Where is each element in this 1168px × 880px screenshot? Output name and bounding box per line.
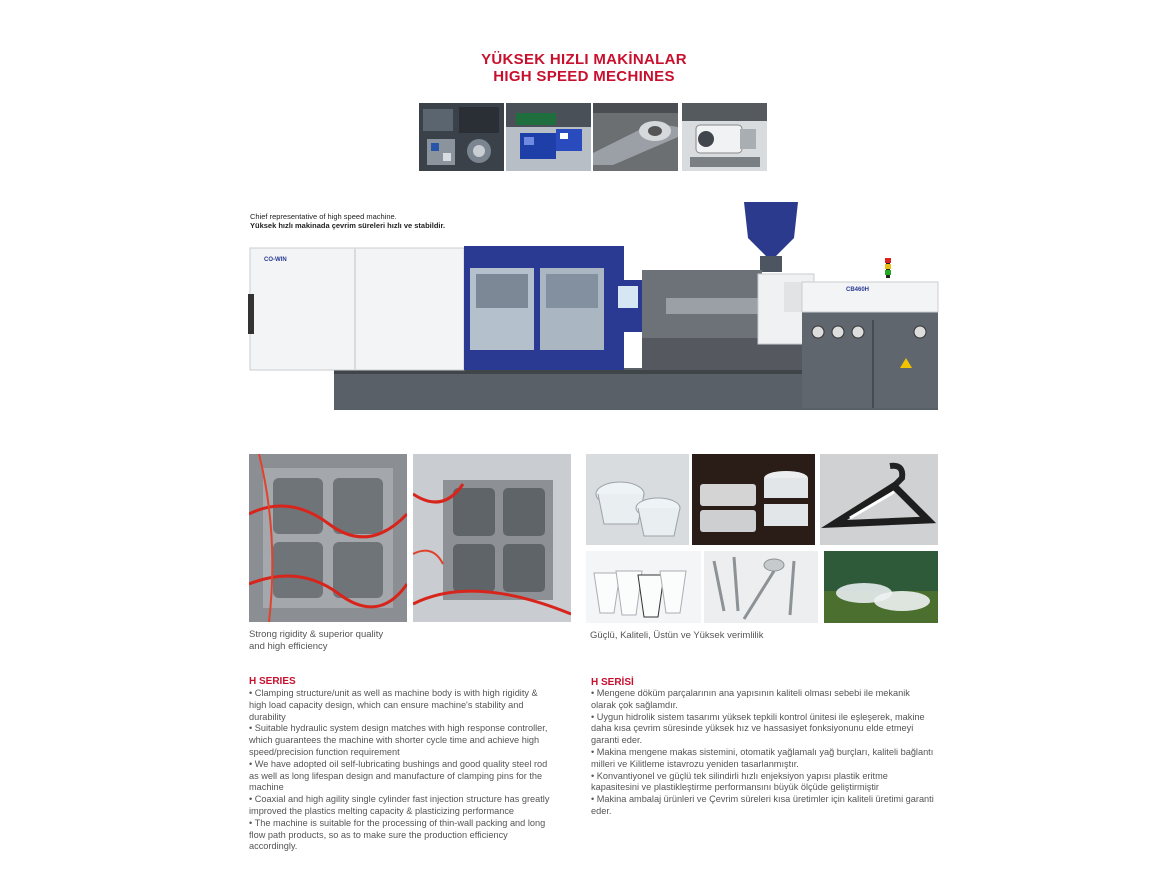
injection-molding-machine-image (246, 198, 946, 413)
machine-caption-tr: Yüksek hızlı makinada çevrim süreleri hızlı ve stabildir. (250, 221, 446, 230)
list-item: • We have adopted oil self-lubricating bushings and good quality steel rod as well as long lifespan design and manufacture of clamping pins for the machine (249, 758, 548, 793)
model-label: CB460H (846, 287, 870, 293)
list-item: • Mengene döküm parçalarının ana yapısının kaliteli olması sebebi ile mekanik olarak çok sağlamdır. (591, 688, 910, 710)
mold-photo-2 (413, 454, 571, 622)
mold-photo-1 (249, 454, 407, 622)
h-serisi-title: H SERİSİ (591, 677, 634, 688)
clothes-hanger-photo (820, 454, 938, 545)
list-item: • Uygun hidrolik sistem tasarımı yüksek tepkili kontrol ünitesi ile eşleşerek, makine daha kısa çevrim süresinde yüksek hız ve hassasiyet fonksiyonunu elde etmeyi garanti eder. (591, 711, 925, 746)
barrel-nozzle-photo (593, 103, 678, 171)
clear-cups-photo (586, 551, 701, 623)
list-item: • Konvantiyonel ve güçlü tek silindirli hızlı enjeksiyon yapısı plastik eritme kapasitesini ve plastikleştirme performansını büyük ölçüde geliştirmiştir (591, 770, 888, 793)
h-serisi-list (591, 688, 936, 818)
list-item: • Suitable hydraulic system design matches with high response controller, which guarantees the machine with shorter cycle time and achieve high speed/precision function requirement (249, 723, 548, 757)
brand-label: CO-WIN (264, 257, 287, 263)
list-item: • Clamping structure/unit as well as machine body is with high rigidity & high load capacity design, which can ensure machine's stability and durability (249, 688, 538, 722)
machine-caption-en: Chief representative of high speed machine. (250, 212, 397, 221)
left-gallery-caption-line-1: Strong rigidity & superior quality (249, 629, 384, 640)
right-gallery-caption: Güçlü, Kaliteli, Üstün ve Yüksek verimlilik (590, 630, 764, 641)
list-item: • Makina mengene makas sistemini, otomatik yağlamalı yağ burçları, kaliteli bağlantı milleri ve Kilitleme istavrozu yeniden tasarlanmıştır. (591, 746, 934, 769)
list-item: • The machine is suitable for the processing of thin-wall packing and long flow path products, so as to make sure the production efficiency accordingly. (249, 817, 546, 852)
h-series-title: H SERIES (249, 676, 296, 687)
plastic-cups-photo (586, 454, 689, 545)
hydraulic-valves-photo (419, 103, 504, 171)
food-containers-photo (692, 454, 815, 545)
servo-valve-photo (506, 103, 591, 171)
page-title-tr: YÜKSEK HIZLI MAKİNALAR (481, 51, 687, 68)
page-title-en: HIGH SPEED MECHINES (493, 68, 675, 85)
servo-motor-photo (682, 103, 767, 171)
clear-bowls-photo (824, 551, 938, 623)
list-item: • Coaxial and high agility single cylinder fast injection structure has greatly improved the plastics melting capacity & plasticizing performance (249, 794, 550, 816)
left-gallery-caption-line-2: and high efficiency (249, 641, 328, 652)
plastic-cutlery-photo (704, 551, 818, 623)
h-series-list (249, 688, 554, 853)
list-item: • Makina ambalaj ürünleri ve Çevrim süreleri kısa üretimler için kaliteli üretimi garanti eder. (591, 794, 934, 816)
